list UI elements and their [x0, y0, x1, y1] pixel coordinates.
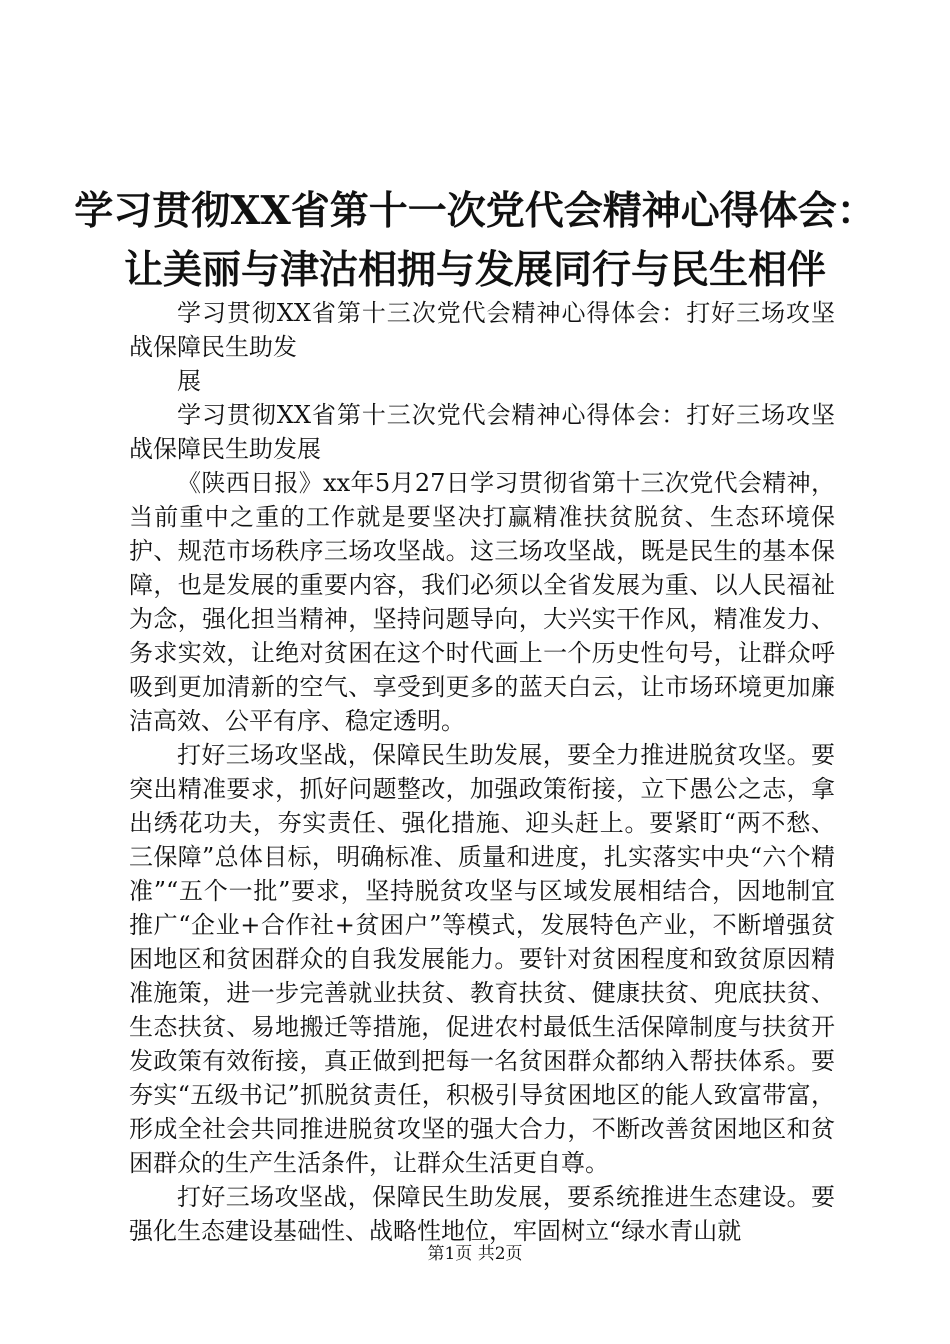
document-title-line-2: 让美丽与津沽相拥与发展同行与民生相伴	[123, 247, 826, 293]
paragraph-fragment-continuation: 展	[177, 367, 201, 395]
page-number: 第1页 共2页	[427, 1244, 523, 1264]
paragraph-ecology: 打好三场攻坚战，保障民生助发展，要系统推进生态建设。要强化生态建设基础性、战略性地位，牢固树立“绿水青山就	[129, 1183, 835, 1245]
paragraph-subtitle-fragment: 学习贯彻XX省第十三次党代会精神心得体会：打好三场攻坚战保障民生助发	[129, 299, 835, 361]
document-body	[129, 296, 835, 1248]
paragraph-poverty-alleviation: 打好三场攻坚战，保障民生助发展，要全力推进脱贫攻坚。要突出精准要求，抓好问题整改，加强政策衔接，立下愚公之志，拿出绣花功夫，夯实责任、强化措施、迎头赶上。要紧盯“两不愁、三保障”总体目标，明确标准、质量和进度，扎实落实中央“六个精准”“五个一批”要求，坚持脱贫攻坚与区域发展相结合，因地制宜推广“企业+合作社+贫困户”等模式，发展特色产业，不断增强贫困地区和贫困群众的自我发展能力。要针对贫困程度和致贫原因精准施策，进一步完善就业扶贫、教育扶贫、健康扶贫、兜底扶贫、生态扶贫、易地搬迁等措施，促进农村最低生活保障制度与扶贫开发政策有效衔接，真正做到把每一名贫困群众都纳入帮扶体系。要夯实“五级书记”抓脱贫责任，积极引导贫困地区的能人致富带富，形成全社会共同推进脱贫攻坚的强大合力，不断改善贫困地区和贫困群众的生产生活条件，让群众生活更自尊。	[129, 741, 835, 1177]
document-title-line-1: 学习贯彻XX省第十一次党代会精神心得体会：	[74, 188, 876, 234]
paragraph-intro: 《陕西日报》xx年5月27日学习贯彻省第十三次党代会精神，当前重中之重的工作就是要坚决打赢精准扶贫脱贫、生态环境保护、规范市场秩序三场攻坚战。这三场攻坚战，既是民生的基本保障，也是发展的重要内容，我们必须以全省发展为重、以人民福祉为念，强化担当精神，坚持问题导向，大兴实干作风，精准发力、务求实效，让绝对贫困在这个时代画上一个历史性句号，让群众呼吸到更加清新的空气、享受到更多的蓝天白云，让市场环境更加廉洁高效、公平有序、稳定透明。	[129, 469, 835, 735]
paragraph-subtitle: 学习贯彻XX省第十三次党代会精神心得体会：打好三场攻坚战保障民生助发展	[129, 401, 835, 463]
